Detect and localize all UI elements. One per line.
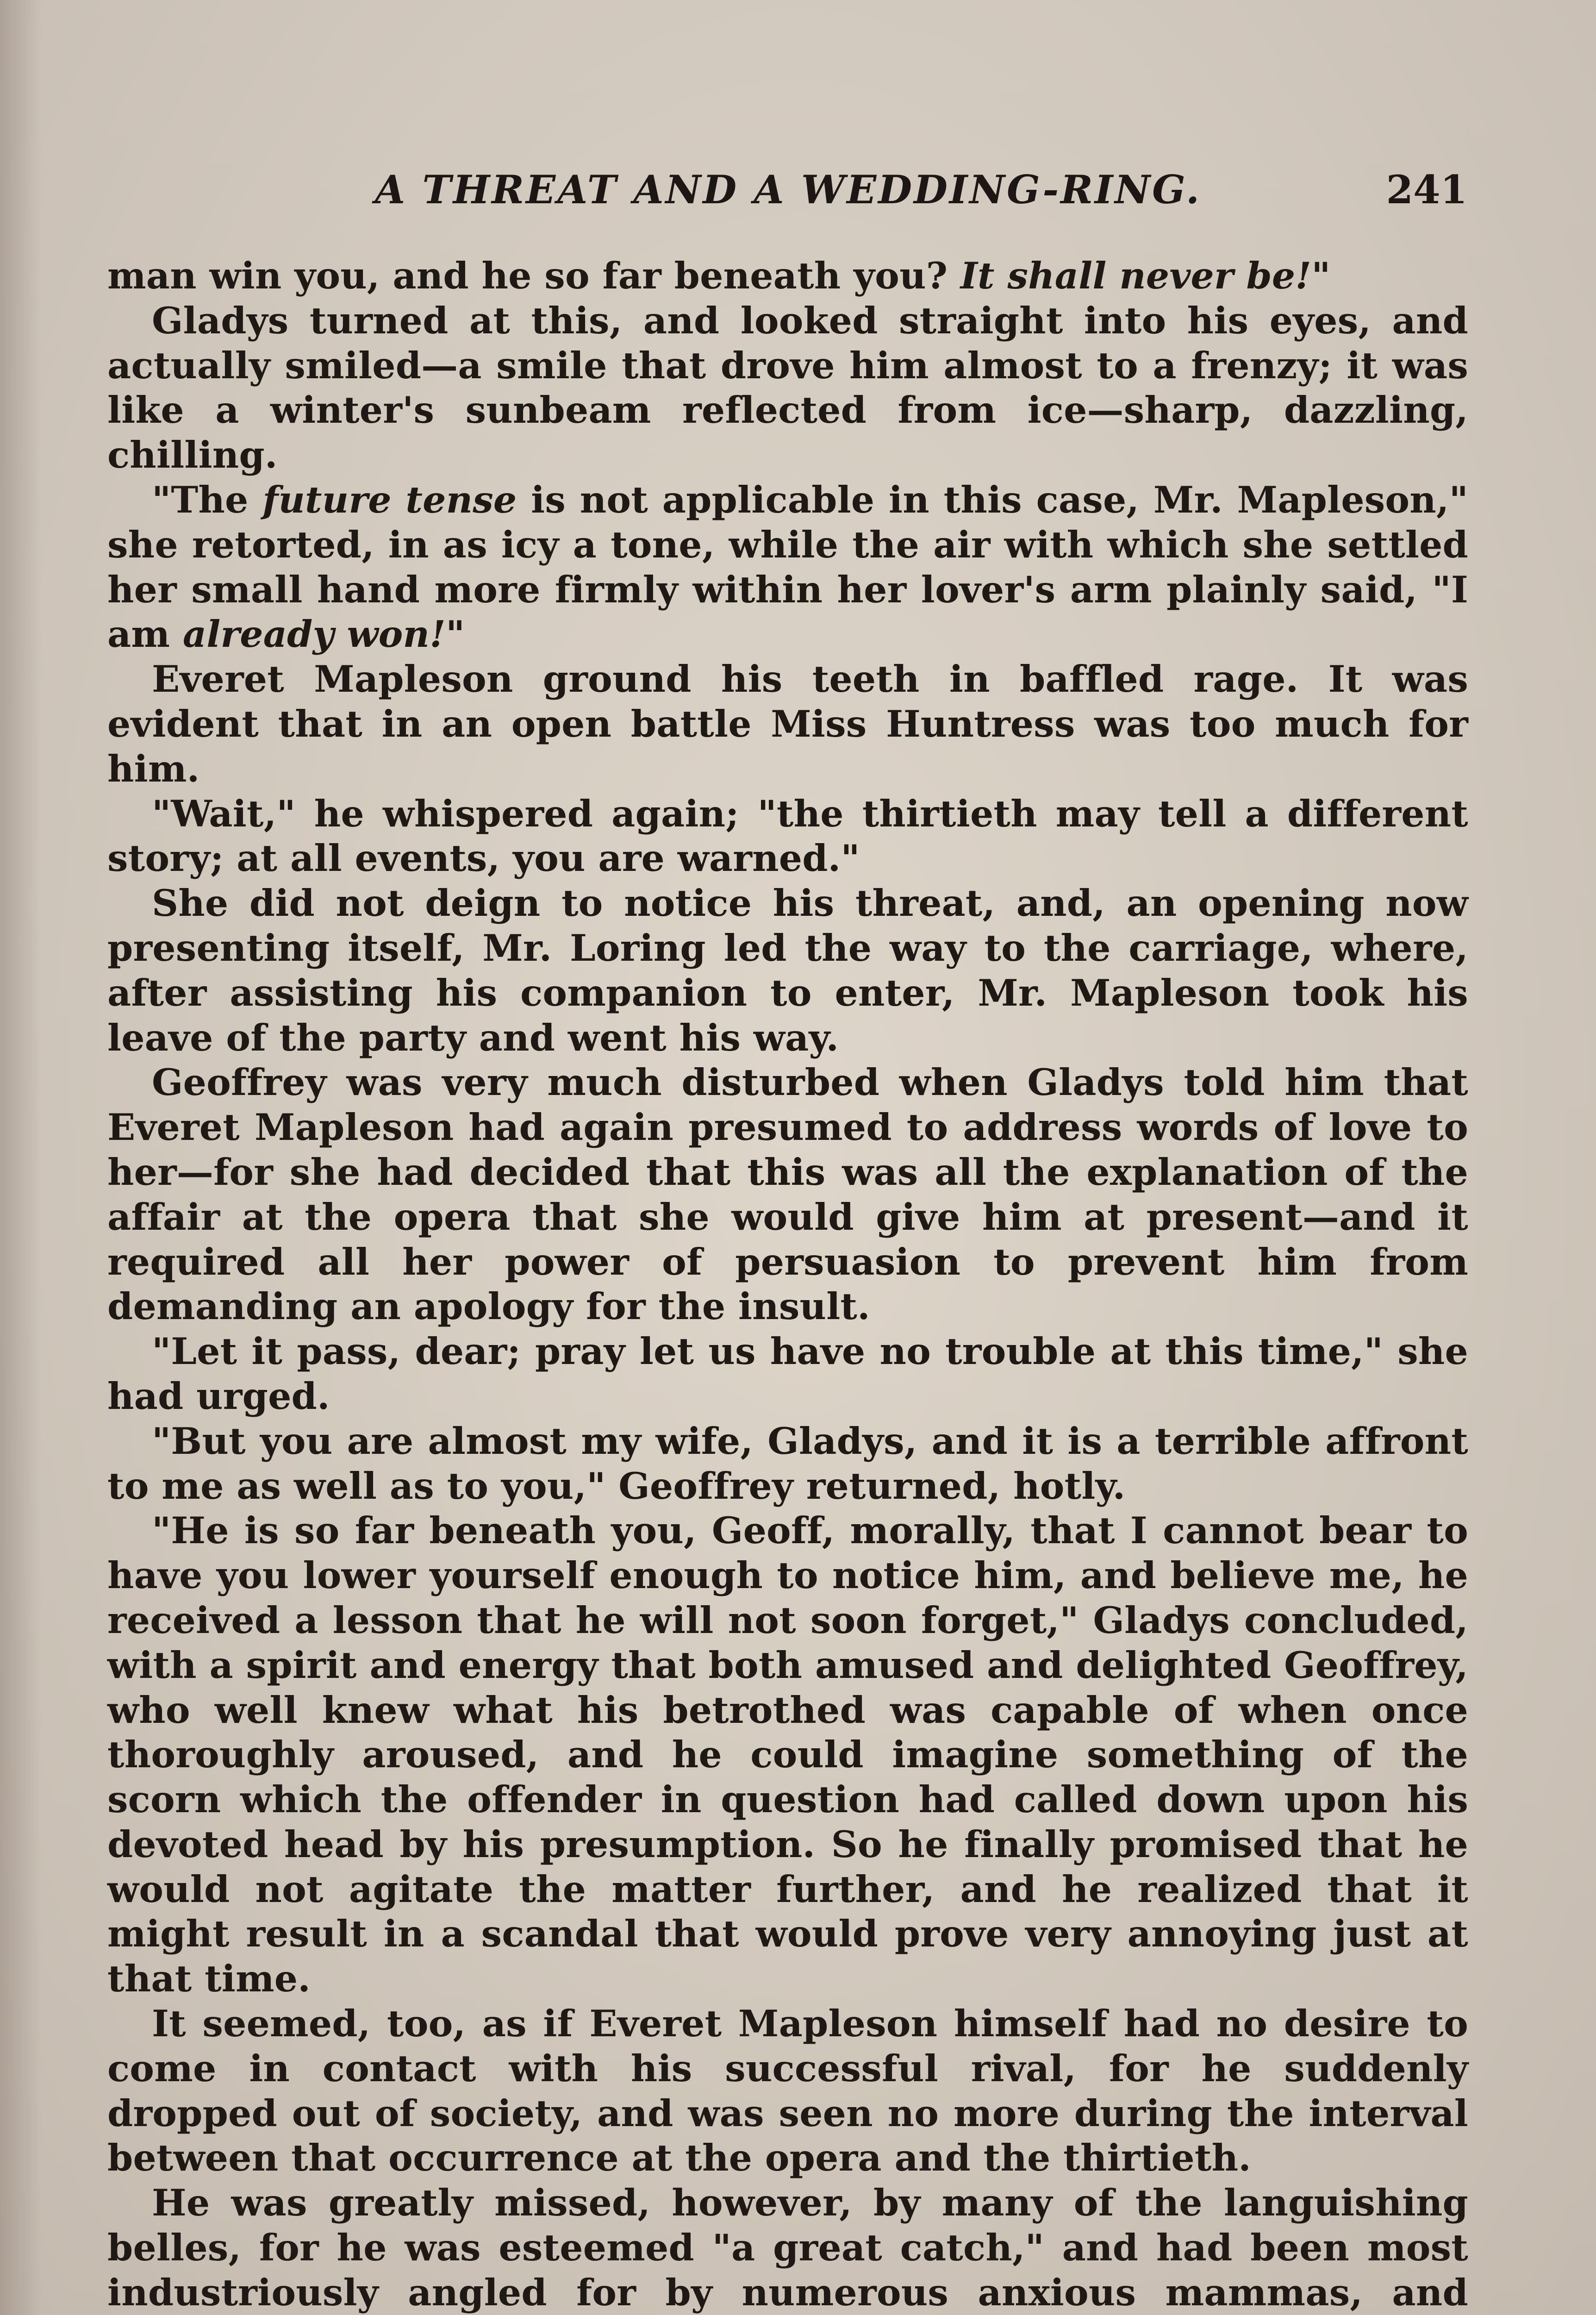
text-run: " xyxy=(1311,254,1331,297)
paragraph xyxy=(107,1419,1468,1509)
page-number: 241 xyxy=(1386,167,1467,213)
italic-text: It shall never be! xyxy=(960,254,1312,297)
text-run: "Let it pass, dear; pray let us have no trouble at this time," she had urged. xyxy=(107,1330,1468,1418)
text-run: "He is so far beneath you, Geoff, morally, that I cannot bear to have you lower yourself enough to notice him, and believe me, he received a lesson that he will not soon forget," Gladys concluded, with a spirit and energy that both amused and delighted Geoffrey, who well knew what his betrothed was capable of when once thoroughly aroused, and he could imagine something of the scorn which the offender in question had called down upon his devoted head by his presumption. So he finally promised that he would not agitate the matter further, and he realized that it might result in a scandal that would prove very annoying just at that time. xyxy=(107,1509,1468,2001)
running-title: A THREAT AND A WEDDING-RING. xyxy=(375,167,1202,213)
text-run: " xyxy=(446,613,465,656)
text-run: She did not deign to notice his threat, and, an opening now presenting itself, Mr. Loring led the way to the carriage, where, after assisting his companion to enter, Mr. Mapleson took his leave of the party and went his way. xyxy=(107,882,1468,1059)
text-run: Everet Mapleson ground his teeth in baffled rage. It was evident that in an open battle Miss Huntress was too much for him. xyxy=(107,657,1468,790)
paragraph xyxy=(107,1060,1468,1329)
paragraph xyxy=(107,1508,1468,2002)
text-run: Geoffrey was very much disturbed when Gladys told him that Everet Mapleson had again presumed to address words of love to her—for she had decided that this was all the explanation of the affair at the opera that she would give him at present—and it required all her power of persuasion to prevent him from demanding an apology for the insult. xyxy=(107,1061,1468,1328)
text-run: He was greatly missed, however, by many of the languishing belles, for he was esteemed "a great catch," and had been most industriously angled for by numerous anxious mammas, and xyxy=(107,2181,1468,2314)
text-run: man win you, and he so far beneath you? xyxy=(107,254,960,297)
paragraph xyxy=(107,478,1468,657)
paragraph xyxy=(107,2002,1468,2181)
text-run: Gladys turned at this, and looked straight into his eyes, and actually smiled—a smile that drove him almost to a frenzy; it was like a winter's sunbeam reflected from ice—sharp, dazzling, chilling. xyxy=(107,299,1468,477)
text-run: It seemed, too, as if Everet Mapleson himself had no desire to come in contact with his successful rival, for he suddenly dropped out of society, and was seen no more during the interval between that occurrence at the opera and the thirtieth. xyxy=(107,2002,1468,2180)
paragraph xyxy=(107,1329,1468,1419)
page-header xyxy=(106,167,1467,222)
text-run: "The xyxy=(152,478,263,521)
paragraph xyxy=(107,254,1468,299)
paragraph xyxy=(107,299,1468,478)
body-text xyxy=(107,254,1468,2315)
text-run: "Wait," he whispered again; "the thirtieth may tell a different story; at all events, you are warned." xyxy=(107,792,1468,880)
italic-text: already won! xyxy=(182,613,446,656)
paragraph xyxy=(107,792,1468,882)
paragraph xyxy=(107,657,1468,791)
paragraph xyxy=(107,2181,1468,2315)
text-run: is not applicable in this case, Mr. Mapleson," she retorted, in as icy a tone, while the air with which she settled her small hand more firmly within her lover's arm plainly said, "I am xyxy=(107,478,1468,656)
paragraph xyxy=(107,881,1468,1060)
page-edge-shadow xyxy=(0,0,42,2315)
italic-text: future tense xyxy=(262,478,517,521)
text-run: "But you are almost my wife, Gladys, and it is a terrible affront to me as well as to you," Geoffrey returned, hotly. xyxy=(107,1419,1468,1508)
